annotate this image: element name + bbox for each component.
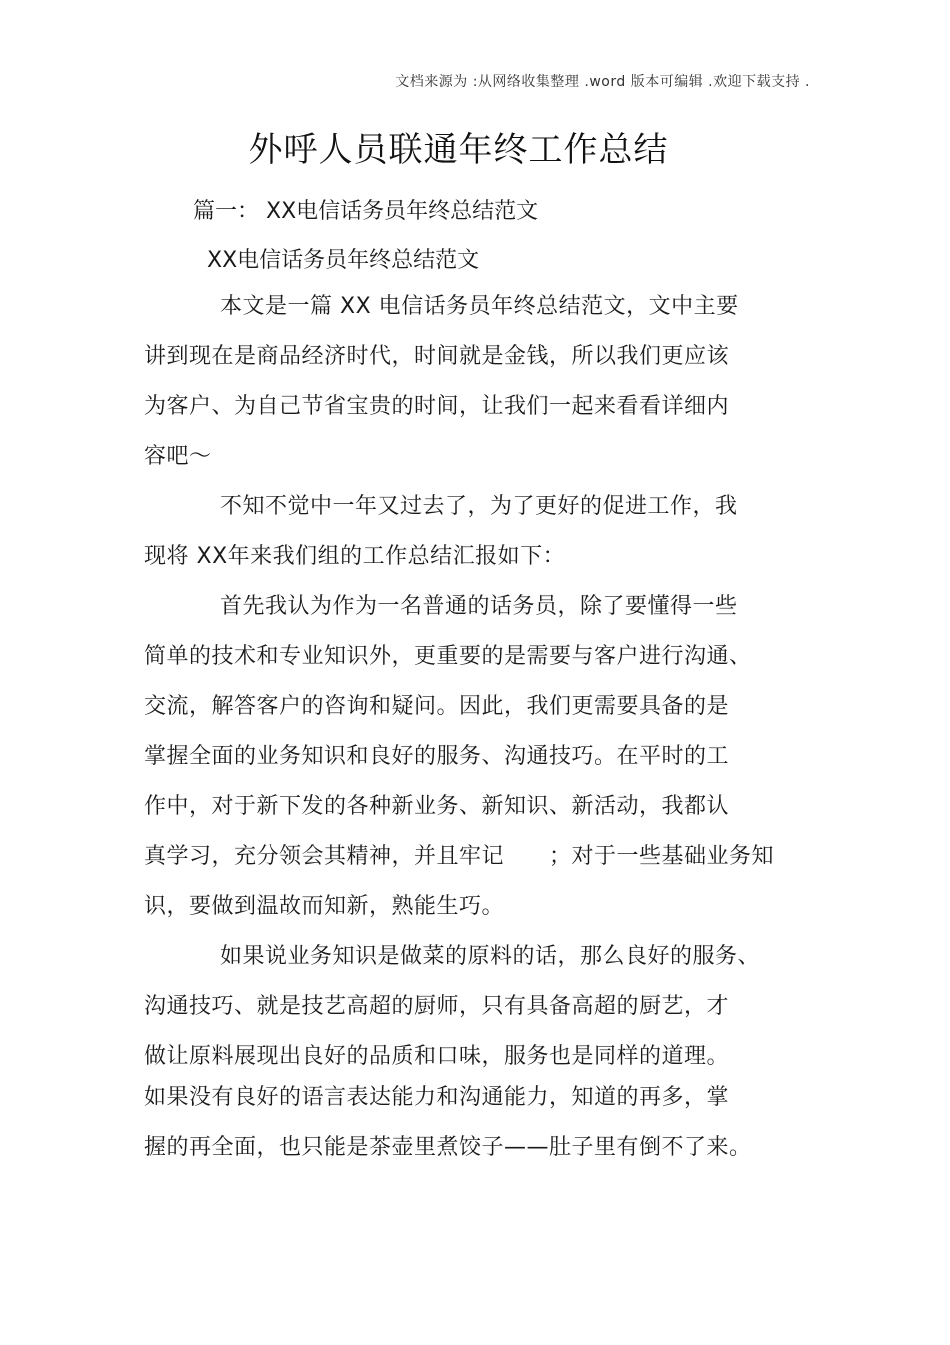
document-title: 外呼人员联通年终工作总结 xyxy=(248,130,669,170)
paragraph-line: 交流，解答客户的咨询和疑问。因此，我们更需要具备的是 xyxy=(144,694,730,719)
sub-heading: XX电信话务员年终总结范文 xyxy=(207,248,480,273)
section-heading: 篇一： XX电信话务员年终总结范文 xyxy=(193,199,539,224)
paragraph-line: 讲到现在是商品经济时代，时间就是金钱，所以我们更应该 xyxy=(144,344,730,369)
paragraph-line: 简单的技术和专业知识外，更重要的是需要与客户进行沟通、 xyxy=(144,644,752,669)
paragraph-line: 识，要做到温故而知新，熟能生巧。 xyxy=(144,894,505,919)
paragraph-line: 本文是一篇 XX 电信话务员年终总结范文，文中主要 xyxy=(220,294,739,319)
paragraph-line: 如果没有良好的语言表达能力和沟通能力，知道的再多，掌 xyxy=(144,1085,730,1110)
paragraph-line: 首先我认为作为一名普通的话务员，除了要懂得一些 xyxy=(220,594,738,619)
paragraph-line: 如果说业务知识是做菜的原料的话，那么良好的服务、 xyxy=(220,944,761,969)
header-note: 文档来源为 :从网络收集整理 .word 版本可编辑 .欢迎下载支持 . xyxy=(395,74,810,90)
paragraph-line: 做让原料展现出良好的品质和口味，服务也是同样的道理。 xyxy=(144,1044,730,1069)
paragraph-line: 为客户、为自己节省宝贵的时间，让我们一起来看看详细内 xyxy=(144,394,730,419)
paragraph-line: 真学习，充分领会其精神，并且牢记 ；对于一些基础业务知 xyxy=(144,844,775,869)
paragraph-line: 握的再全面，也只能是茶壶里煮饺子——肚子里有倒不了来。 xyxy=(144,1135,752,1160)
paragraph-line: 掌握全面的业务知识和良好的服务、沟通技巧。在平时的工 xyxy=(144,744,730,769)
paragraph-line: 不知不觉中一年又过去了，为了更好的促进工作，我 xyxy=(220,494,738,519)
paragraph-line: 作中，对于新下发的各种新业务、新知识、新活动，我都认 xyxy=(144,794,730,819)
paragraph-line: 沟通技巧、就是技艺高超的厨师，只有具备高超的厨艺，才 xyxy=(144,994,730,1019)
body-text xyxy=(144,290,794,1181)
paragraph-line: 现将 XX年来我们组的工作总结汇报如下： xyxy=(144,544,566,569)
paragraph-line: 容吧～ xyxy=(144,444,212,469)
